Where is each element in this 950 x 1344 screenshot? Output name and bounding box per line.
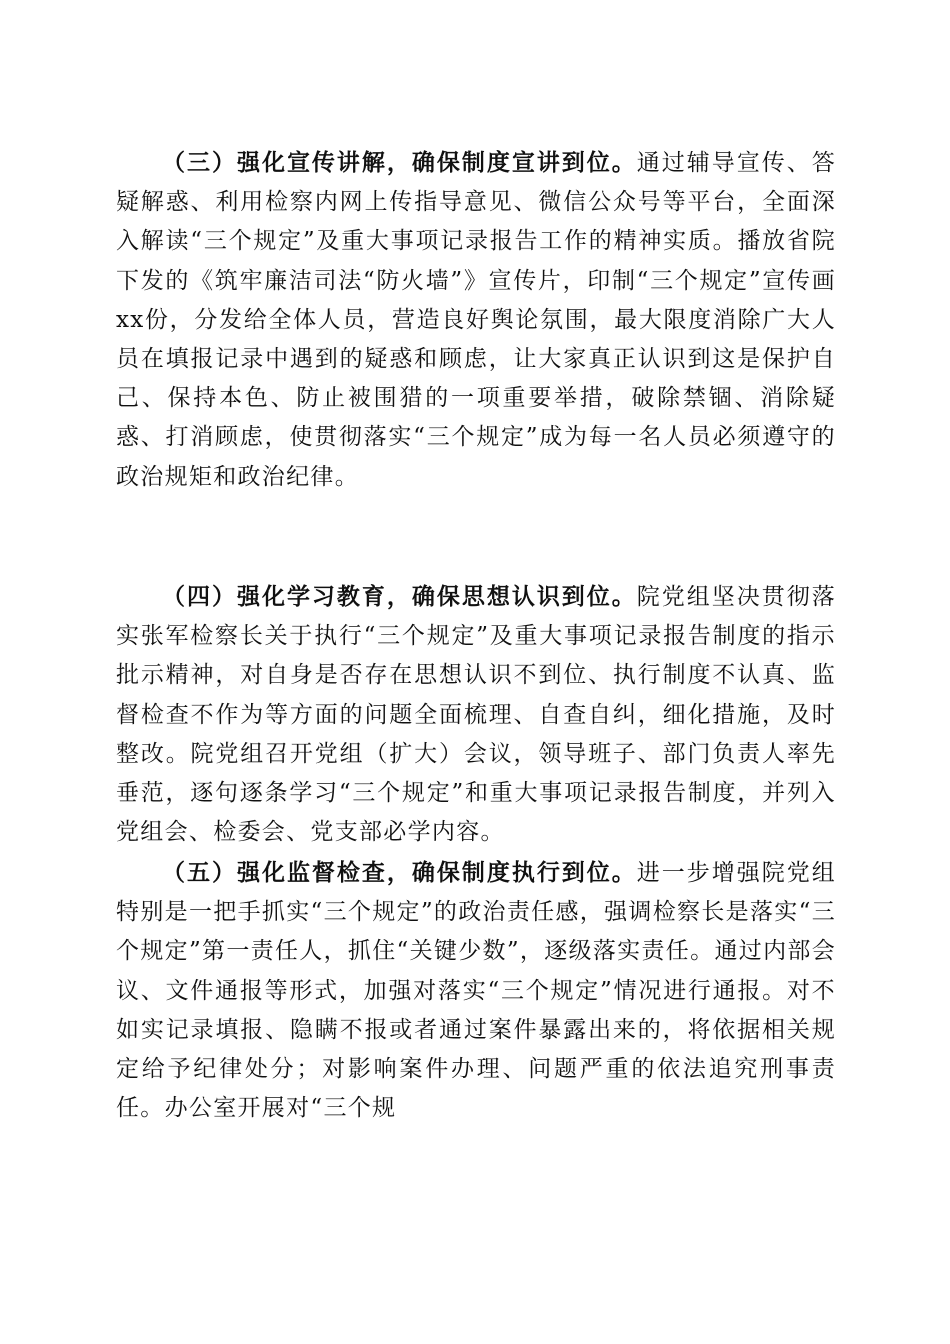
paragraph-heading: （四）强化学习教育，确保思想认识到位。 (162, 583, 637, 610)
paragraph-body: 院党组坚决贯彻落实张军检察长关于执行“三个规定”及重大事项记录报告制度的指示批示精神，对自身是否存在思想认识不到位、执行制度不认真、监督检查不作为等方面的问题全面梳理、自查自纠，细化措施，及时整改。院党组召开党组（扩大）会议，领导班子、部门负责人率先垂范，逐句逐条学习“三个规定”和重大事项记录报告制度，并列入党组会、检委会、党支部必学内容。 (116, 584, 836, 846)
paragraph-section-3 (116, 143, 836, 497)
paragraph-body: 进一步增强院党组特别是一把手抓实“三个规定”的政治责任感，强调检察长是落实“三个规定”第一责任人，抓住“关键少数”，逐级落实责任。通过内部会议、文件通报等形式，加强对落实“三个规定”情况进行通报。对不如实记录填报、隐瞒不报或者通过案件暴露出来的，将依据相关规定给予纪律处分；对影响案件办理、问题严重的依法追究刑事责任。办公室开展对“三个规 (116, 860, 836, 1122)
paragraph-section-5 (116, 853, 836, 1128)
paragraph-heading: （三）强化宣传讲解，确保制度宣讲到位。 (162, 149, 637, 176)
paragraph-section-4 (116, 577, 836, 852)
paragraph-heading: （五）强化监督检查，确保制度执行到位。 (162, 859, 637, 886)
paragraph-body: 通过辅导宣传、答疑解惑、利用检察内网上传指导意见、微信公众号等平台，全面深入解读“三个规定”及重大事项记录报告工作的精神实质。播放省院下发的《筑牢廉洁司法“防火墙”》宣传片，印制“三个规定”宣传画xx份，分发给全体人员，营造良好舆论氛围，最大限度消除广大人员在填报记录中遇到的疑惑和顾虑，让大家真正认识到这是保护自己、保持本色、防止被围猎的一项重要举措，破除禁锢、消除疑惑、打消顾虑，使贯彻落实“三个规定”成为每一名人员必须遵守的政治规矩和政治纪律。 (116, 150, 836, 490)
